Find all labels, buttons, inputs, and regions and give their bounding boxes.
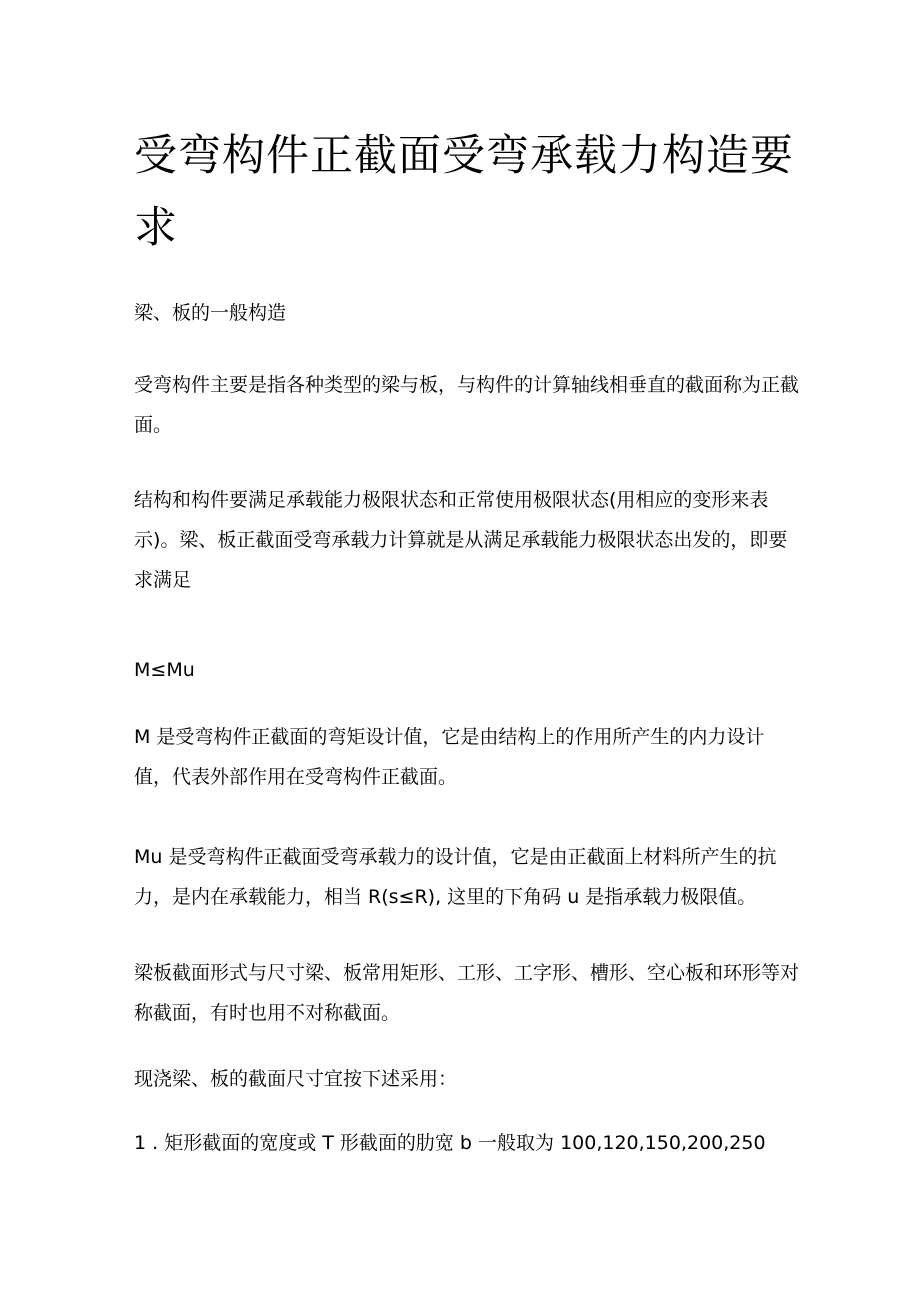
document-title: 受弯构件正截面受弯承载力构造要求: [134, 131, 794, 253]
paragraph-3: M 是受弯构件正截面的弯矩设计值，它是由结构上的作用所产生的内力设计值，代表外部作用在受弯构件正截面。: [134, 726, 765, 788]
formula-line: M≤Mu: [134, 659, 195, 681]
list-item-1: 1 . 矩形截面的宽度或 T 形截面的肋宽 b 一般取为 100,120,150,200,250: [134, 1132, 766, 1154]
paragraph-4: Mu 是受弯构件正截面受弯承载力的设计值，它是由正截面上材料所产生的抗力，是内在承载能力，相当 R(s≤R), 这里的下角码 u 是指承载力极限值。: [134, 846, 777, 908]
paragraph-2: 结构和构件要满足承载能力极限状态和正常使用极限状态(用相应的变形来表示)。梁、板正截面受弯承载力计算就是从满足承载能力极限状态出发的，即要求满足: [134, 489, 788, 591]
section-heading: 梁、板的一般构造: [134, 302, 287, 324]
paragraph-6: 现浇梁、板的截面尺寸宜按下述采用：: [134, 1068, 458, 1090]
paragraph-5: 梁板截面形式与尺寸梁、板常用矩形、工形、工字形、槽形、空心板和环形等对称截面，有时也用不对称截面。: [134, 962, 800, 1024]
paragraph-1: 受弯构件主要是指各种类型的梁与板，与构件的计算轴线相垂直的截面称为正截面。: [134, 374, 800, 436]
